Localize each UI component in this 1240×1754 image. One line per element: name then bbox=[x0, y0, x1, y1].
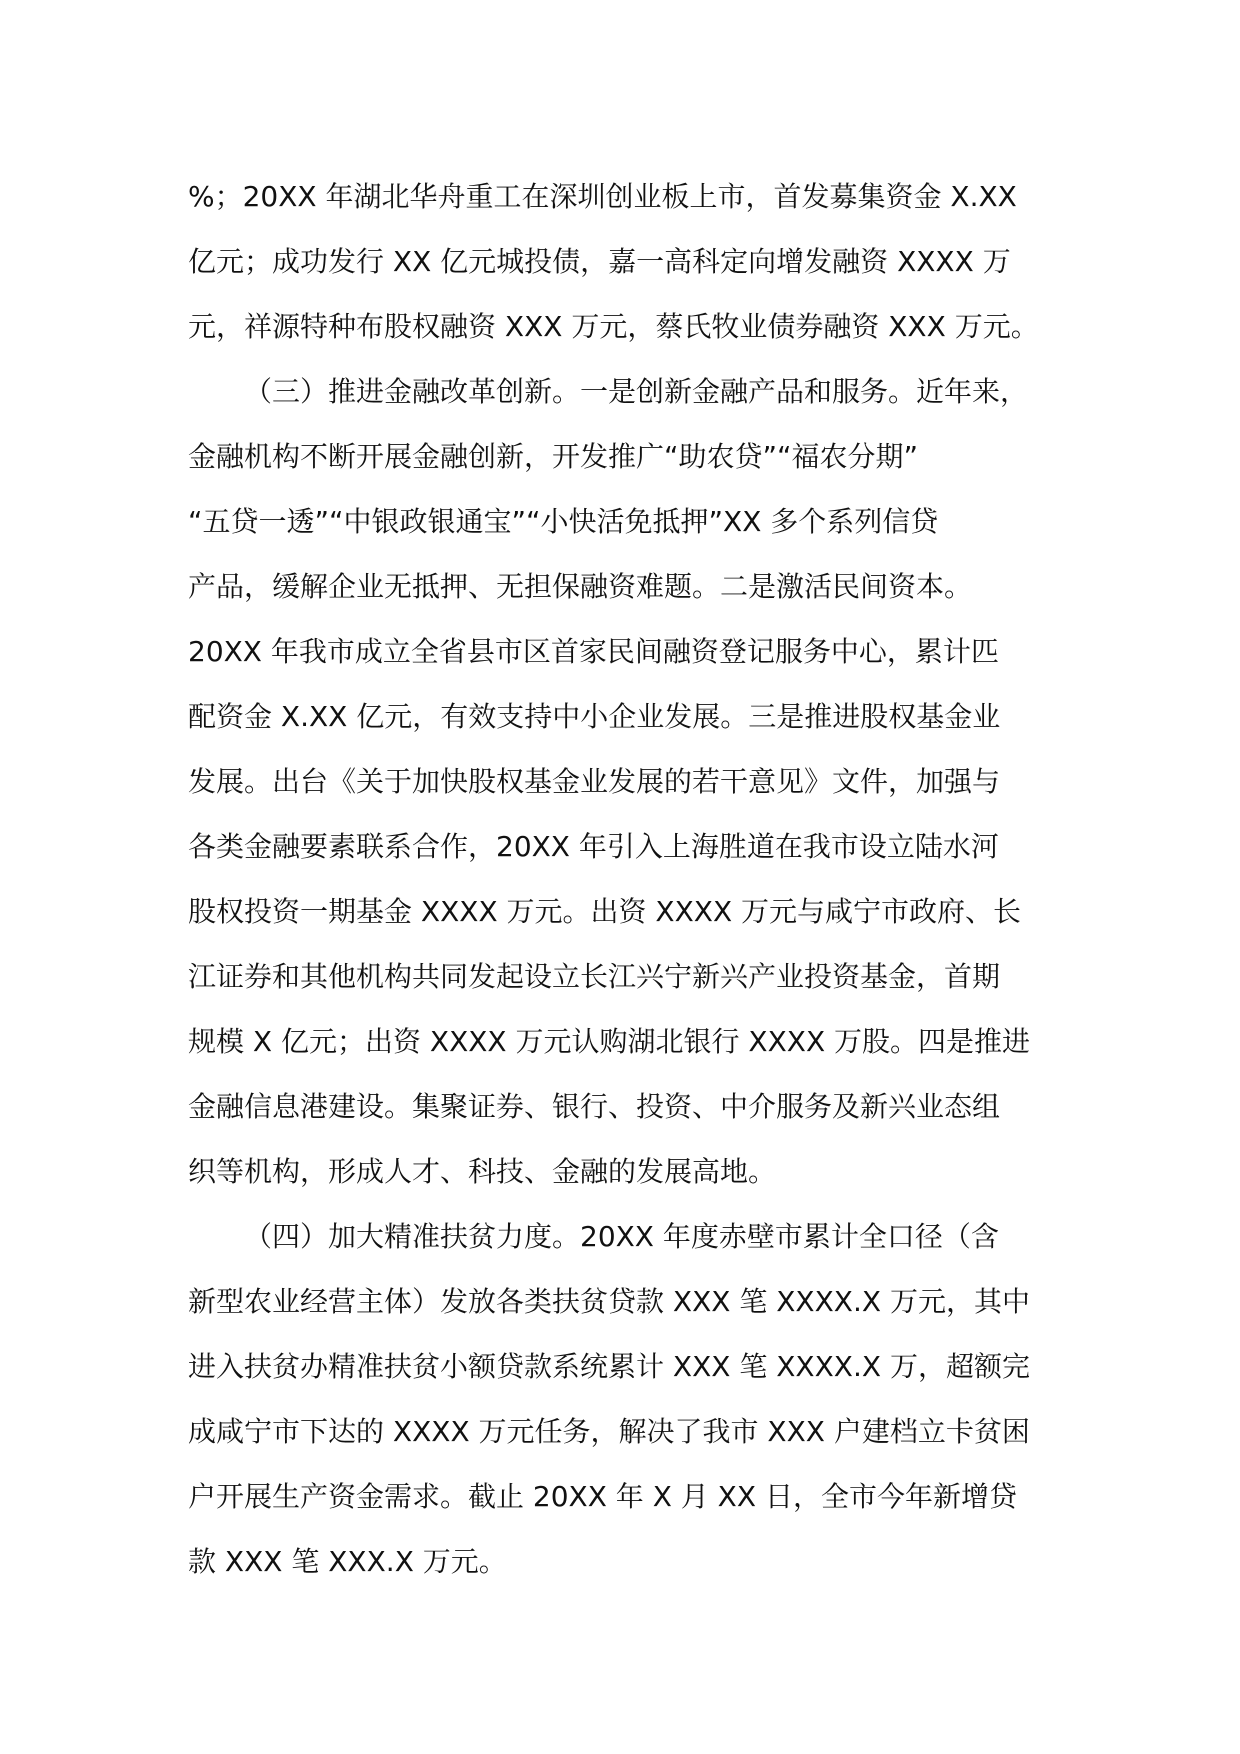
text-line: %；20XX 年湖北华舟重工在深圳创业板上市，首发募集资金 X.XX bbox=[188, 180, 1017, 213]
text-line: 进入扶贫办精准扶贫小额贷款系统累计 XXX 笔 XXXX.X 万，超额完 bbox=[188, 1350, 1030, 1383]
text-line: 股权投资一期基金 XXXX 万元。出资 XXXX 万元与咸宁市政府、长 bbox=[188, 895, 1022, 928]
text-line: 成咸宁市下达的 XXXX 万元任务，解决了我市 XXX 户建档立卡贫困 bbox=[188, 1415, 1030, 1448]
text-line: “五贷一透”“中银政银通宝”“小快活免抵押”XX 多个系列信贷 bbox=[188, 505, 939, 538]
text-line: 发展。出台《关于加快股权基金业发展的若干意见》文件，加强与 bbox=[188, 765, 1001, 798]
text-line: 规模 X 亿元；出资 XXXX 万元认购湖北银行 XXXX 万股。四是推进 bbox=[188, 1025, 1031, 1058]
text-line: 金融机构不断开展金融创新，开发推广“助农贷”“福农分期” bbox=[188, 440, 919, 473]
body-text bbox=[188, 164, 1088, 1594]
section-three-heading-line: （三）推进金融改革创新。一是创新金融产品和服务。近年来， bbox=[244, 375, 1029, 408]
text-line: 新型农业经营主体）发放各类扶贫贷款 XXX 笔 XXXX.X 万元，其中 bbox=[188, 1285, 1030, 1318]
text-line: 金融信息港建设。集聚证券、银行、投资、中介服务及新兴业态组 bbox=[188, 1090, 1001, 1123]
text-line: 产品，缓解企业无抵押、无担保融资难题。二是激活民间资本。 bbox=[188, 570, 973, 603]
text-line: 亿元；成功发行 XX 亿元城投债，嘉一高科定向增发融资 XXXX 万 bbox=[188, 245, 1011, 278]
text-line: 款 XXX 笔 XXX.X 万元。 bbox=[188, 1545, 507, 1578]
text-line: 元，祥源特种布股权融资 XXX 万元，蔡氏牧业债券融资 XXX 万元。 bbox=[188, 310, 1039, 343]
text-line: 织等机构，形成人才、科技、金融的发展高地。 bbox=[188, 1155, 777, 1188]
text-line: 户开展生产资金需求。截止 20XX 年 X 月 XX 日，全市今年新增贷 bbox=[188, 1480, 1017, 1513]
text-line: 江证券和其他机构共同发起设立长江兴宁新兴产业投资基金，首期 bbox=[188, 960, 1001, 993]
text-line: 20XX 年我市成立全省县市区首家民间融资登记服务中心，累计匹 bbox=[188, 635, 999, 668]
text-line: 各类金融要素联系合作，20XX 年引入上海胜道在我市设立陆水河 bbox=[188, 830, 999, 863]
text-line: 配资金 X.XX 亿元，有效支持中小企业发展。三是推进股权基金业 bbox=[188, 700, 1001, 733]
section-four-heading-line: （四）加大精准扶贫力度。20XX 年度赤壁市累计全口径（含 bbox=[244, 1220, 999, 1253]
